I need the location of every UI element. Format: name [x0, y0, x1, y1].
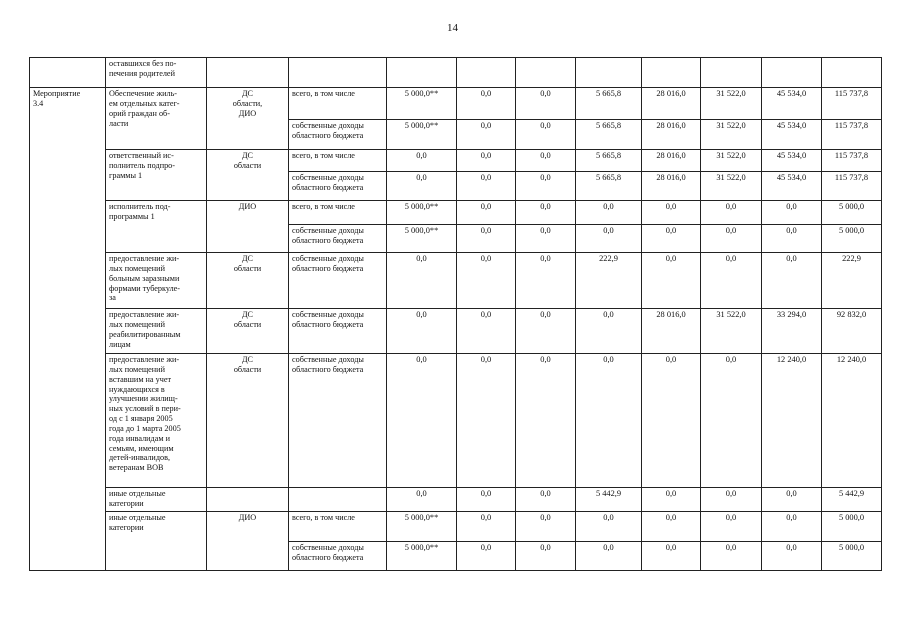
- amount-cell: 5 665,8: [576, 150, 642, 172]
- amount-cell: 0,0: [642, 201, 701, 225]
- amount-cell: 5 000,0: [822, 542, 882, 571]
- description-cell: иные отдельные категории: [106, 488, 207, 512]
- funding-source-cell: собственные доходы областного бюджета: [289, 542, 387, 571]
- amount-cell: 0,0: [762, 488, 822, 512]
- funding-source-cell: всего, в том числе: [289, 201, 387, 225]
- table-row: [30, 253, 882, 309]
- amount-cell: 0,0: [387, 172, 457, 201]
- amount-cell: 0,0: [387, 309, 457, 354]
- amount-cell: 31 522,0: [701, 309, 762, 354]
- amount-cell: 0,0: [516, 201, 576, 225]
- amount-cell: 0,0: [576, 542, 642, 571]
- amount-cell: 0,0: [642, 253, 701, 309]
- responsible-cell: ДИО: [207, 512, 289, 571]
- description-cell: иные отдельные категории: [106, 512, 207, 571]
- amount-cell: [576, 58, 642, 88]
- amount-cell: 0,0: [762, 512, 822, 542]
- description-cell: оставшихся без по- печения родителей: [106, 58, 207, 88]
- funding-source-cell: всего, в том числе: [289, 512, 387, 542]
- amount-cell: 31 522,0: [701, 120, 762, 150]
- amount-cell: 0,0: [457, 512, 516, 542]
- amount-cell: 0,0: [576, 309, 642, 354]
- amount-cell: 0,0: [516, 150, 576, 172]
- funding-source-cell: всего, в том числе: [289, 150, 387, 172]
- amount-cell: 0,0: [516, 488, 576, 512]
- amount-cell: 28 016,0: [642, 88, 701, 120]
- amount-cell: 0,0: [642, 225, 701, 253]
- amount-cell: 0,0: [701, 354, 762, 488]
- amount-cell: 0,0: [516, 512, 576, 542]
- budget-table: [29, 57, 882, 571]
- amount-cell: [762, 58, 822, 88]
- funding-source-cell: собственные доходы областного бюджета: [289, 225, 387, 253]
- amount-cell: 0,0: [457, 201, 516, 225]
- amount-cell: 0,0: [516, 354, 576, 488]
- amount-cell: 5 665,8: [576, 88, 642, 120]
- amount-cell: 45 534,0: [762, 120, 822, 150]
- amount-cell: 0,0: [516, 225, 576, 253]
- responsible-cell: ДС области: [207, 354, 289, 488]
- description-cell: предоставление жи- лых помещений реабилитированным лицам: [106, 309, 207, 354]
- table-row: [30, 88, 882, 120]
- responsible-cell: ДИО: [207, 201, 289, 253]
- amount-cell: 0,0: [701, 512, 762, 542]
- amount-cell: 92 832,0: [822, 309, 882, 354]
- responsible-cell: ДС области: [207, 150, 289, 201]
- amount-cell: 0,0: [516, 120, 576, 150]
- budget-table-body: [30, 58, 882, 571]
- description-cell: предоставление жи- лых помещений вставшим на учет нуждающихся в улучшении жилищ- ных условий в пери- од с 1 января 2005 года до 1 марта 2005 года инвалидам и семьям, имеющим детей-инвалидов, ветеранам ВОВ: [106, 354, 207, 488]
- funding-source-cell: собственные доходы областного бюджета: [289, 172, 387, 201]
- amount-cell: 0,0: [576, 225, 642, 253]
- amount-cell: [516, 58, 576, 88]
- amount-cell: 45 534,0: [762, 88, 822, 120]
- amount-cell: 0,0: [457, 172, 516, 201]
- responsible-cell: [207, 58, 289, 88]
- amount-cell: 0,0: [457, 253, 516, 309]
- description-cell: ответственный ис- полнитель подпро- граммы 1: [106, 150, 207, 201]
- table-row: [30, 354, 882, 488]
- amount-cell: 115 737,8: [822, 150, 882, 172]
- amount-cell: 0,0: [516, 88, 576, 120]
- amount-cell: 0,0: [762, 542, 822, 571]
- table-row: [30, 150, 882, 172]
- amount-cell: 0,0: [387, 150, 457, 172]
- amount-cell: 0,0: [457, 354, 516, 488]
- amount-cell: 0,0: [576, 201, 642, 225]
- amount-cell: 5 000,0: [822, 512, 882, 542]
- amount-cell: 0,0: [457, 150, 516, 172]
- description-cell: Обеспечение жиль- ем отдельных катег- орий граждан об- ласти: [106, 88, 207, 150]
- amount-cell: 0,0: [457, 542, 516, 571]
- amount-cell: [457, 58, 516, 88]
- amount-cell: [387, 58, 457, 88]
- amount-cell: 28 016,0: [642, 120, 701, 150]
- amount-cell: 0,0: [516, 309, 576, 354]
- page-number: 14: [447, 22, 458, 34]
- amount-cell: 5 000,0**: [387, 201, 457, 225]
- table-row: [30, 201, 882, 225]
- funding-source-cell: собственные доходы областного бюджета: [289, 309, 387, 354]
- amount-cell: 31 522,0: [701, 150, 762, 172]
- amount-cell: 0,0: [701, 488, 762, 512]
- amount-cell: 5 000,0: [822, 201, 882, 225]
- amount-cell: 5 442,9: [576, 488, 642, 512]
- funding-source-cell: собственные доходы областного бюджета: [289, 120, 387, 150]
- amount-cell: 12 240,0: [762, 354, 822, 488]
- responsible-cell: ДС области, ДИО: [207, 88, 289, 150]
- amount-cell: 0,0: [642, 354, 701, 488]
- amount-cell: 0,0: [516, 253, 576, 309]
- amount-cell: 5 442,9: [822, 488, 882, 512]
- amount-cell: 222,9: [576, 253, 642, 309]
- responsible-cell: [207, 488, 289, 512]
- amount-cell: 5 000,0**: [387, 542, 457, 571]
- table-row: [30, 309, 882, 354]
- amount-cell: 28 016,0: [642, 309, 701, 354]
- amount-cell: 45 534,0: [762, 150, 822, 172]
- amount-cell: 31 522,0: [701, 172, 762, 201]
- amount-cell: 5 000,0**: [387, 225, 457, 253]
- amount-cell: 0,0: [457, 225, 516, 253]
- amount-cell: 0,0: [762, 225, 822, 253]
- amount-cell: 0,0: [516, 172, 576, 201]
- responsible-cell: ДС области: [207, 309, 289, 354]
- amount-cell: 0,0: [762, 201, 822, 225]
- amount-cell: 115 737,8: [822, 120, 882, 150]
- table-row: [30, 512, 882, 542]
- amount-cell: [701, 58, 762, 88]
- amount-cell: 0,0: [387, 488, 457, 512]
- amount-cell: 0,0: [387, 253, 457, 309]
- amount-cell: 0,0: [516, 542, 576, 571]
- amount-cell: 0,0: [576, 354, 642, 488]
- amount-cell: 0,0: [576, 512, 642, 542]
- table-row: [30, 58, 882, 88]
- amount-cell: 5 665,8: [576, 172, 642, 201]
- amount-cell: 0,0: [701, 542, 762, 571]
- amount-cell: 12 240,0: [822, 354, 882, 488]
- table-row: [30, 488, 882, 512]
- funding-source-cell: собственные доходы областного бюджета: [289, 253, 387, 309]
- amount-cell: 5 000,0**: [387, 120, 457, 150]
- amount-cell: 5 000,0**: [387, 88, 457, 120]
- measure-cell: Мероприятие 3.4: [30, 88, 106, 571]
- amount-cell: 0,0: [701, 225, 762, 253]
- amount-cell: 28 016,0: [642, 150, 701, 172]
- amount-cell: 115 737,8: [822, 88, 882, 120]
- amount-cell: 0,0: [642, 488, 701, 512]
- amount-cell: 0,0: [457, 88, 516, 120]
- funding-source-cell: всего, в том числе: [289, 88, 387, 120]
- funding-source-cell: собственные доходы областного бюджета: [289, 354, 387, 488]
- amount-cell: 5 665,8: [576, 120, 642, 150]
- description-cell: предоставление жи- лых помещений больным заразными формами туберкуле- за: [106, 253, 207, 309]
- amount-cell: 0,0: [387, 354, 457, 488]
- responsible-cell: ДС области: [207, 253, 289, 309]
- amount-cell: 5 000,0: [822, 225, 882, 253]
- description-cell: исполнитель под- программы 1: [106, 201, 207, 253]
- amount-cell: 45 534,0: [762, 172, 822, 201]
- funding-source-cell: [289, 488, 387, 512]
- amount-cell: 222,9: [822, 253, 882, 309]
- amount-cell: 0,0: [457, 488, 516, 512]
- amount-cell: 33 294,0: [762, 309, 822, 354]
- funding-source-cell: [289, 58, 387, 88]
- measure-cell: [30, 58, 106, 88]
- amount-cell: 0,0: [762, 253, 822, 309]
- amount-cell: 0,0: [642, 512, 701, 542]
- amount-cell: 115 737,8: [822, 172, 882, 201]
- amount-cell: 0,0: [701, 253, 762, 309]
- amount-cell: 0,0: [701, 201, 762, 225]
- amount-cell: 5 000,0**: [387, 512, 457, 542]
- amount-cell: [642, 58, 701, 88]
- amount-cell: [822, 58, 882, 88]
- amount-cell: 0,0: [642, 542, 701, 571]
- amount-cell: 0,0: [457, 120, 516, 150]
- amount-cell: 0,0: [457, 309, 516, 354]
- amount-cell: 31 522,0: [701, 88, 762, 120]
- amount-cell: 28 016,0: [642, 172, 701, 201]
